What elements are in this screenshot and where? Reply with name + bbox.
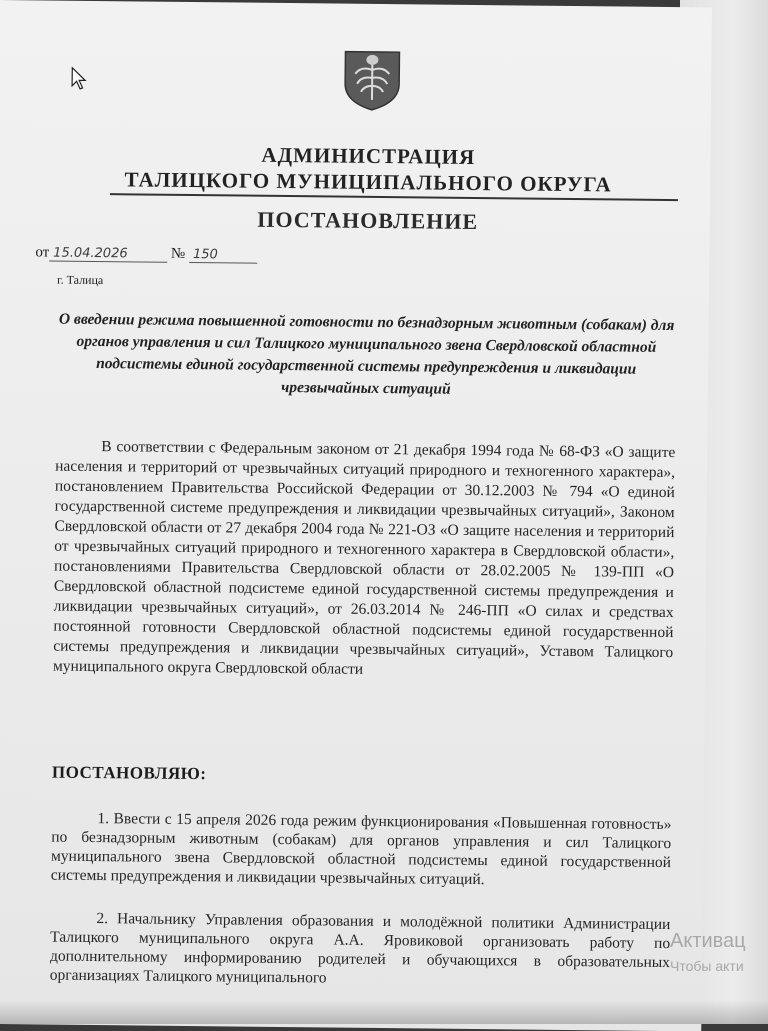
activation-watermark-subtitle: Чтобы акти [670,958,744,974]
number-prefix: № [170,245,186,262]
district-title: ТАЛИЦКОГО МУНИЦИПАЛЬНОГО ОКРУГА [124,167,612,197]
city-label: г. Талица [57,272,104,288]
list-item [50,909,671,991]
item-2-text: 2. Начальнику Управления образования и молодёжной политики Администрации Талицкого муниципального округа А.А. Яровиковой организовать работу по дополнительному информированию родителей и обучающихся в образовательных организациях Талицкого муниципального [49,910,671,987]
preamble-paragraph [53,437,675,683]
resolve-heading: ПОСТАНОВЛЯЮ: [51,762,207,784]
list-item [51,809,672,891]
date-value: 15.04.2026 [49,246,167,263]
preamble-text: В соответствии с Федеральным законом от 21 декабря 1994 года № 68-ФЗ «О защите населения и территорий от чрезвычайных ситуаций природного и техногенного характера», постановлением Правительства Российской Федерации от 30.12.2003 № 794 «О единой государственной системе предупреждения и ликвидации чрезвычайных ситуаций», Законом Свердловской области от 27 декабря 2004 года № 221-ОЗ «О защите населения и территорий от чрезвычайных ситуаций природного и техногенного характера в Свердловской области», постановлениями Правительства Свердловской области от 28.02.2005 № 139-ПП «О Свердловской областной подсистеме единой государственной системы предупреждения и ликвидации чрезвычайных ситуаций», от 26.03.2014 № 246-ПП «О силах и средствах постоянной готовности Свердловской областной подсистемы единой государственной системы предупреждения и ликвидации чрезвычайных ситуаций», Уставом Талицкого муниципального округа Свердловской области [52,438,676,678]
coat-of-arms-icon [339,48,406,113]
screen-bezel-shadow [0,1000,768,1024]
number-value: 150 [189,247,257,264]
activation-watermark-title: Активац [670,930,746,952]
date-number-line [35,244,257,263]
document-type: ПОСТАНОВЛЕНИЕ [257,206,479,235]
item-1-text: 1. Ввести с 15 апреля 2026 года режим функционирования «Повышенная готовность» по безнадзорным животным (собакам) для органов управления и сил Талицкого муниципального звена Свердловской областной подсистемы единой государственной системы предупреждения и ликвидации чрезвычайных ситуаций. [50,810,672,889]
document-subject: О введении режима повышенной готовности по безнадзорным животным (собакам) для органов управления и сил Талицкого муниципального звена Свердловской областной подсистемы единой государственной системы предупреждения и ликвидации чрезвычайных ситуаций [58,310,675,398]
date-prefix: от [35,244,50,261]
mouse-pointer-icon [71,67,87,91]
administration-title: АДМИНИСТРАЦИЯ [261,142,476,169]
